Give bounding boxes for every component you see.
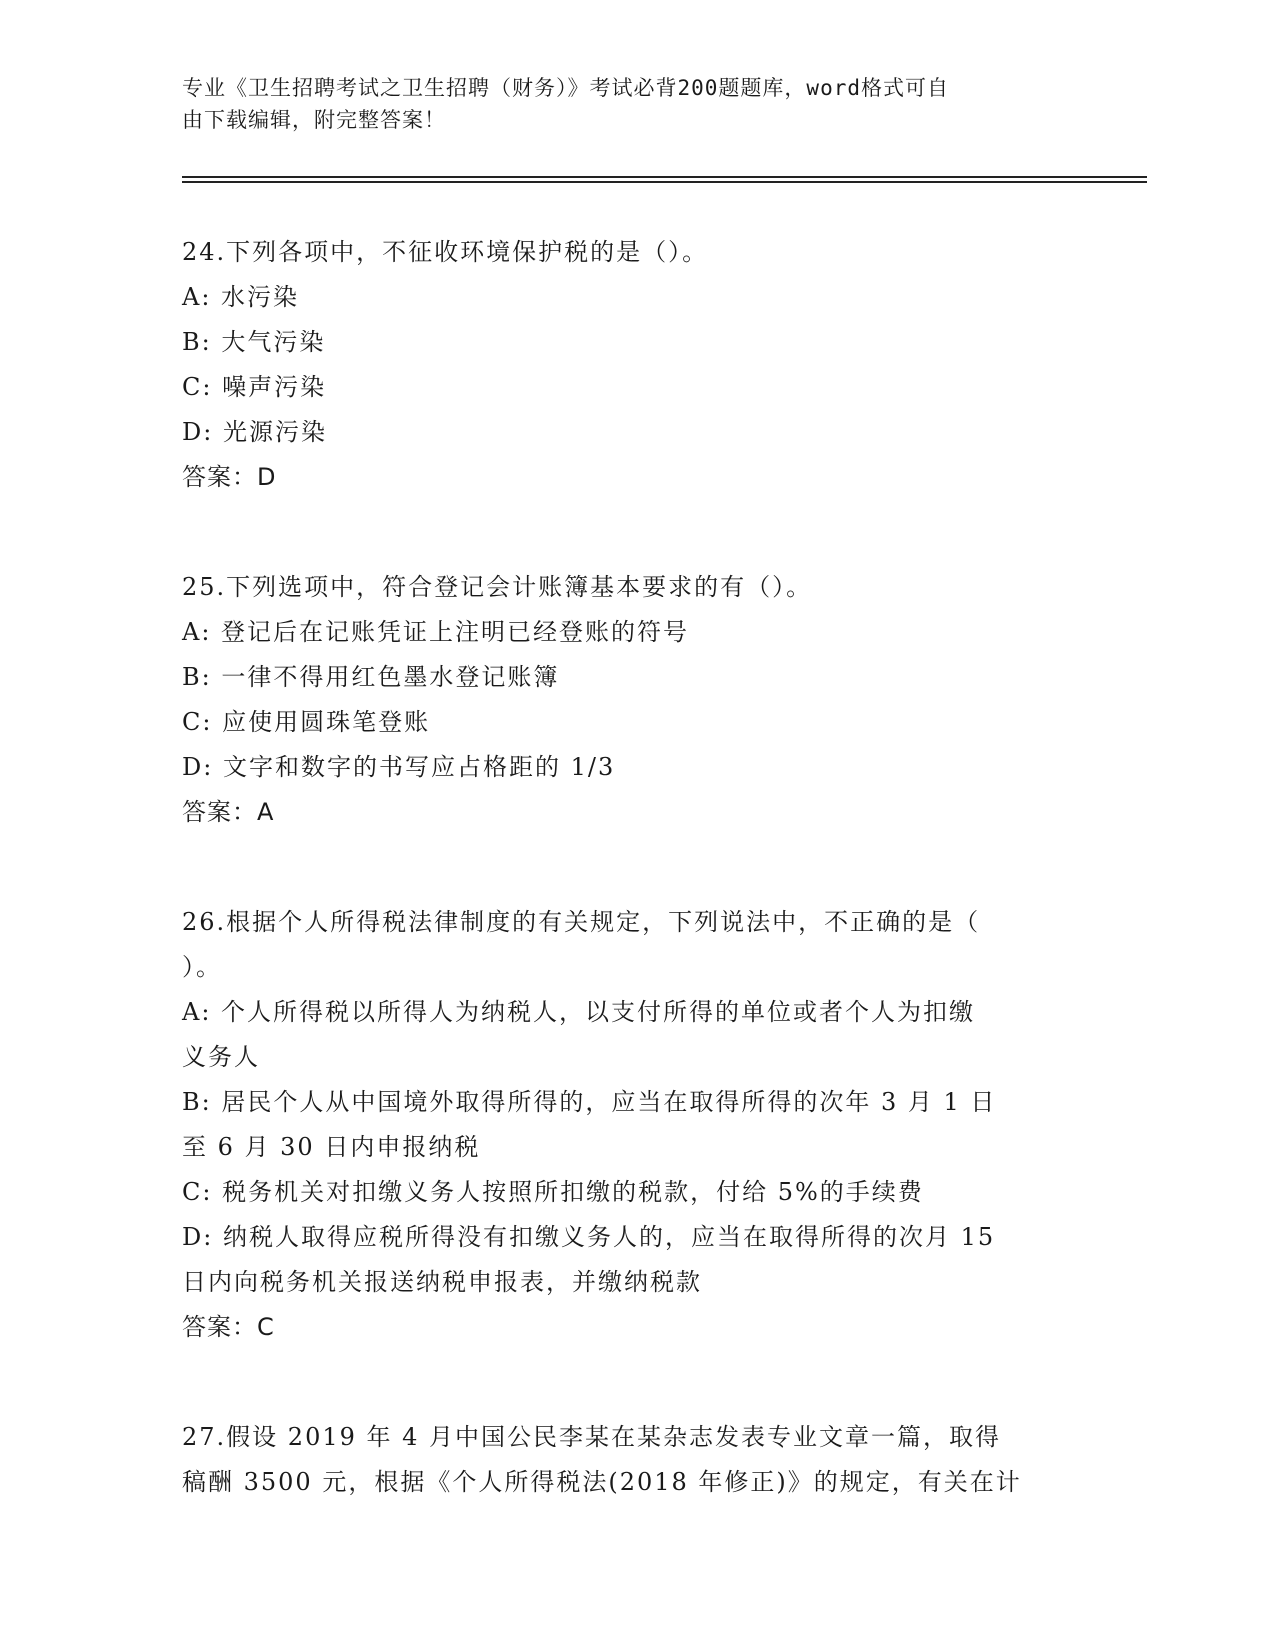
header-divider-bottom — [182, 181, 1147, 183]
answer-line: 答案：A — [182, 798, 275, 826]
question-item — [182, 565, 1082, 835]
question-stem-line-1: 26.根据个人所得税法律制度的有关规定，下列说法中，不正确的是（ — [182, 908, 981, 936]
option-d: D: 文字和数字的书写应占格距的 1/3 — [182, 753, 616, 781]
option-d-line-2: 日内向税务机关报送纳税申报表，并缴纳税款 — [182, 1268, 702, 1296]
option-c: C: 应使用圆珠笔登账 — [182, 708, 431, 736]
document-header — [182, 72, 1062, 136]
option-a: A: 登记后在记账凭证上注明已经登账的符号 — [182, 618, 690, 646]
question-list — [182, 230, 1082, 1570]
header-line-2: 由下载编辑，附完整答案！ — [182, 108, 446, 132]
option-b-line-1: B: 居民个人从中国境外取得所得的，应当在取得所得的次年 3 月 1 日 — [182, 1088, 997, 1116]
header-divider-top — [182, 176, 1147, 178]
question-item — [182, 900, 1082, 1350]
question-stem-line-2: 稿酬 3500 元，根据《个人所得税法(2018 年修正)》的规定，有关在计 — [182, 1468, 1022, 1496]
answer-line: 答案：D — [182, 463, 277, 491]
question-item — [182, 1415, 1082, 1505]
option-d: D: 光源污染 — [182, 418, 327, 446]
option-d-line-1: D: 纳税人取得应税所得没有扣缴义务人的，应当在取得所得的次月 15 — [182, 1223, 996, 1251]
option-c: C: 税务机关对扣缴义务人按照所扣缴的税款，付给 5%的手续费 — [182, 1178, 924, 1206]
header-line-1: 专业《卫生招聘考试之卫生招聘（财务）》考试必背200题题库，word格式可自 — [182, 76, 949, 100]
option-a: A: 水污染 — [182, 283, 300, 311]
question-item — [182, 230, 1082, 500]
option-a-line-2: 义务人 — [182, 1043, 260, 1071]
question-stem-line-2: ）。 — [182, 953, 222, 981]
question-stem: 24.下列各项中，不征收环境保护税的是（）。 — [182, 238, 709, 266]
option-a-line-1: A: 个人所得税以所得人为纳税人，以支付所得的单位或者个人为扣缴 — [182, 998, 976, 1026]
question-stem-line-1: 27.假设 2019 年 4 月中国公民李某在某杂志发表专业文章一篇，取得 — [182, 1423, 1002, 1451]
question-stem: 25.下列选项中，符合登记会计账簿基本要求的有（）。 — [182, 573, 813, 601]
answer-line: 答案：C — [182, 1313, 275, 1341]
option-b: B: 大气污染 — [182, 328, 326, 356]
option-b-line-2: 至 6 月 30 日内申报纳税 — [182, 1133, 481, 1161]
option-c: C: 噪声污染 — [182, 373, 327, 401]
option-b: B: 一律不得用红色墨水登记账簿 — [182, 663, 560, 691]
